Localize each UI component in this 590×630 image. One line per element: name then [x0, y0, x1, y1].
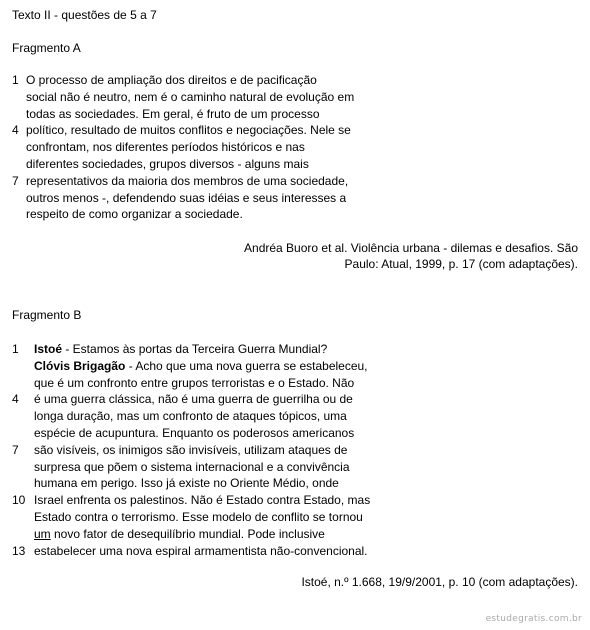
line-text: O processo de ampliação dos direitos e de pacificação — [26, 73, 317, 87]
fragment-a-citation-line2: Paulo: Atual, 1999, p. 17 (com adaptações). — [344, 257, 578, 271]
fragment-a-title: Fragmento A — [12, 41, 81, 55]
line-text-rest: novo fator de desequilíbrio mundial. Pode inclusive — [50, 526, 325, 541]
interviewee-answer: - Acho que uma nova guerra se estabeleceu, — [125, 358, 368, 373]
section-header: Texto II - questões de 5 a 7 — [12, 8, 157, 22]
line-text: Estado contra o terrorismo. Esse modelo de conflito se tornou — [34, 509, 363, 524]
interviewer-question: - Estamos às portas da Terceira Guerra Mundial? — [62, 342, 328, 356]
line-text: respeito de como organizar a sociedade. — [26, 207, 243, 222]
line-text: confrontam, nos diferentes períodos históricos e nas — [26, 140, 305, 155]
line-text: estabelecer uma nova espiral armamentista não-convencional. — [34, 543, 368, 558]
line-number: 4 — [12, 392, 19, 407]
watermark: estudegratis.com.br — [485, 614, 582, 624]
underlined-word: um — [34, 526, 51, 541]
line-text: longa duração, mas um confronto de ataques tópicos, uma — [34, 409, 347, 424]
line-text: é uma guerra clássica, não é uma guerra de guerrilha ou de — [34, 392, 353, 407]
line-text: que é um confronto entre grupos terroristas e o Estado. Não — [34, 375, 355, 390]
line-text — [34, 526, 325, 543]
line-text: Israel enfrenta os palestinos. Não é Estado contra Estado, mas — [34, 493, 371, 508]
line-text: espécie de acupuntura. Enquanto os poderosos americanos — [34, 425, 355, 440]
line-text: outros menos -, defendendo suas idéias e seus interesses a — [26, 190, 347, 205]
fragment-b-title: Fragmento B — [12, 308, 82, 322]
line-number: 7 — [12, 442, 19, 457]
line-text: todas as sociedades. Em geral, é fruto de um processo — [26, 106, 320, 121]
line-text: diferentes sociedades, grupos diversos - alguns mais — [26, 156, 309, 171]
line-text: social não é neutro, nem é o caminho natural de evolução em — [26, 89, 355, 104]
fragment-b-citation: Istoé, n.º 1.668, 19/9/2001, p. 10 (com adaptações). — [301, 575, 578, 589]
interviewer-label: Istoé — [34, 342, 63, 356]
interviewee-label: Clóvis Brigagão — [34, 358, 126, 373]
fragment-a-citation-line1: Andréa Buoro et al. Violência urbana - dilemas e desafios. São — [244, 241, 578, 255]
line-number: 7 — [12, 173, 19, 188]
line-number: 4 — [12, 123, 19, 138]
line-text: representativos da maioria dos membros de uma sociedade, — [26, 173, 349, 188]
line-text: humana em perigo. Isso já existe no Oriente Médio, onde — [34, 476, 339, 491]
line-text: são visíveis, os inimigos são invisíveis, utilizam ataques de — [34, 442, 348, 457]
line-text: surpresa que põem o sistema internacional e a convivência — [34, 459, 350, 474]
line-number: 13 — [12, 543, 26, 558]
line-text — [34, 341, 327, 358]
line-text: político, resultado de muitos conflitos e negociações. Nele se — [26, 123, 351, 138]
line-text — [34, 358, 368, 375]
line-number: 1 — [12, 342, 19, 356]
line-number: 1 — [12, 73, 19, 87]
line-number: 10 — [12, 493, 26, 508]
